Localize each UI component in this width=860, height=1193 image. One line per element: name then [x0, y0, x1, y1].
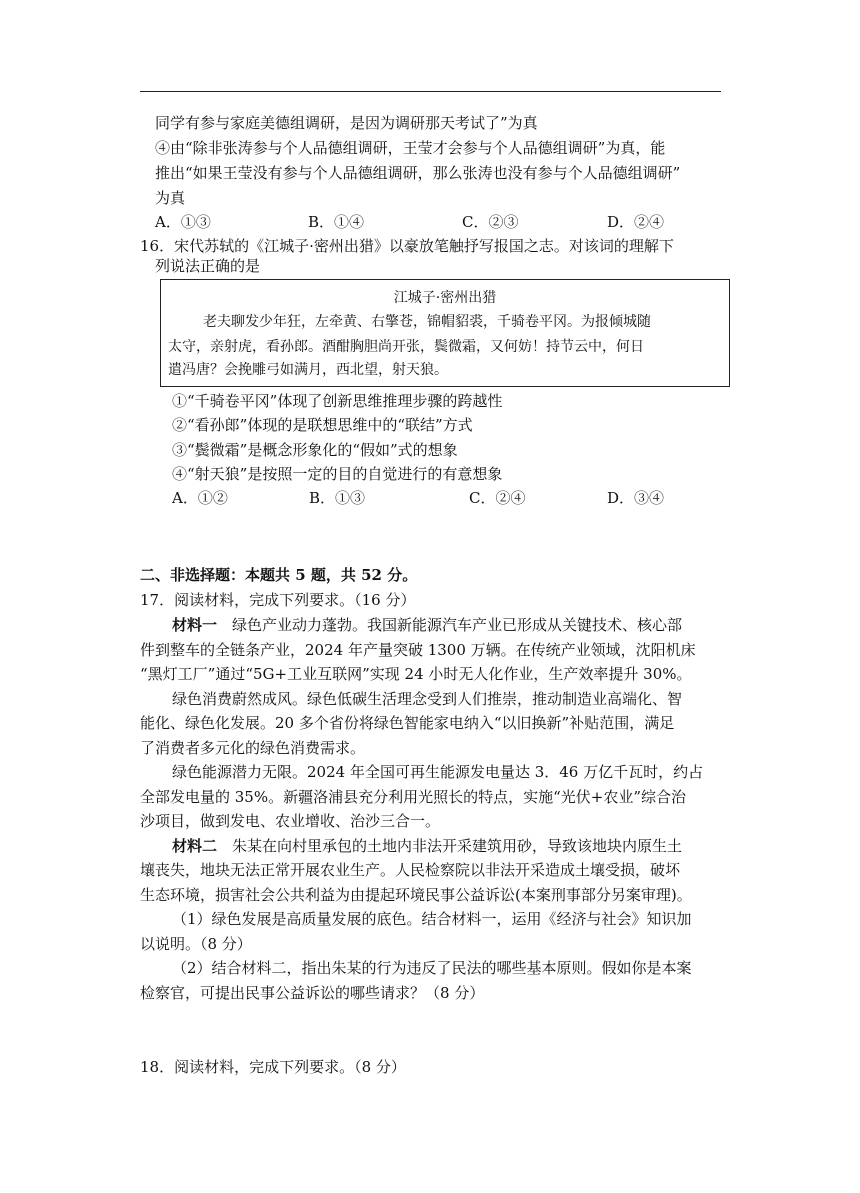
- q17-material-2-line-3: 生态环境，损害社会公共利益为由提起环境民事公益诉讼(本案刑事部分另案审理)。: [140, 886, 692, 904]
- q15-text-line-4: 为真: [155, 189, 186, 207]
- section-2-heading: 二、非选择题：本题共 5 题，共 52 分。: [140, 566, 418, 584]
- q18-stem: 18．阅读材料，完成下列要求。（8 分）: [140, 1058, 406, 1076]
- q17-material-1-line-3: “黑灯工厂”通过“5G+工业互联网”实现 24 小时无人化作业，生产效率提升 30%。: [140, 665, 692, 683]
- material-2-label: 材料二: [172, 837, 218, 855]
- q17-sub1-line-2: 以说明。（8 分）: [140, 935, 252, 953]
- q15-option-c: C．②③: [462, 213, 519, 231]
- q17-material-1-line-1: [172, 615, 682, 635]
- q16-statement-1: ①“千骑卷平冈”体现了创新思维推理步骤的跨越性: [172, 392, 503, 410]
- header-rule: [140, 91, 721, 92]
- q17-p2-line-2: 能化、绿色化发展。20 多个省份将绿色智能家电纳入“以旧换新”补贴范围，满足: [140, 714, 675, 732]
- material-2-text: 朱某在向村里承包的土地内非法开采建筑用砂，导致该地块内原生土: [232, 837, 683, 855]
- q17-sub1-line-1: （1）绿色发展是高质量发展的底色。结合材料一，运用《经济与社会》知识加: [172, 910, 692, 928]
- q15-option-b: B．①④: [308, 213, 365, 231]
- q16-stem-line-1: 16．宋代苏轼的《江城子·密州出猎》以豪放笔触抒写报国之志。对该词的理解下: [140, 237, 674, 255]
- q15-text-line-3: 推出“如果王莹没有参与个人品德组调研，那么张涛也没有参与个人品德组调研”: [155, 164, 681, 182]
- q15-options: [155, 212, 715, 232]
- q16-option-d: D．③④: [607, 489, 665, 507]
- q16-option-a: A．①②: [172, 489, 228, 507]
- q15-text-line-2: ④由“除非张涛参与个人品德组调研，王莹才会参与个人品德组调研”为真，能: [155, 139, 666, 157]
- q15-option-a: A．①③: [155, 213, 211, 231]
- q17-material-2-line-1: [172, 836, 682, 856]
- poem-line-2: 太守，亲射虎，看孙郎。酒酣胸胆尚开张，鬓微霜，又何妨！持节云中，何日: [168, 339, 644, 355]
- q17-stem: 17．阅读材料，完成下列要求。（16 分）: [140, 591, 416, 609]
- q17-material-2-line-2: 壤丧失，地块无法正常开展农业生产。人民检察院以非法开采造成土壤受损，破坏: [140, 861, 681, 879]
- q17-p3-line-1: 绿色能源潜力无限。2024 年全国可再生能源发电量达 3．46 万亿千瓦时，约占: [172, 763, 704, 781]
- poem-line-1: 老夫聊发少年狂，左牵黄、右擎苍，锦帽貂裘，千骑卷平冈。为报倾城随: [203, 314, 651, 330]
- q17-p3-line-3: 沙项目，做到发电、农业增收、治沙三合一。: [140, 812, 441, 830]
- poem-title: 江城子·密州出猎: [393, 290, 497, 306]
- q17-p3-line-2: 全部发电量的 35%。新疆洛浦县充分利用光照长的特点，实施“光伏+农业”综合治: [140, 788, 687, 806]
- q16-stem-line-2: 列说法正确的是: [155, 257, 261, 275]
- q17-material-1-line-2: 件到整车的全链条产业，2024 年产量突破 1300 万辆。在传统产业领域，沈阳机床: [140, 641, 696, 659]
- q16-options: [172, 488, 712, 508]
- q16-option-b: B．①③: [309, 489, 366, 507]
- q17-sub2-line-1: （2）结合材料二，指出朱某的行为违反了民法的哪些基本原则。假如你是本案: [172, 959, 692, 977]
- q17-p2-line-1: 绿色消费蔚然成风。绿色低碳生活理念受到人们推崇，推动制造业高端化、智: [172, 690, 683, 708]
- q16-option-c: C．②④: [469, 489, 526, 507]
- material-1-label: 材料一: [172, 616, 218, 634]
- poem-box: [160, 279, 730, 387]
- q16-statement-2: ②“看孙郎”体现的是联想思维中的“联结”方式: [172, 416, 473, 434]
- poem-line-3: 遣冯唐？会挽雕弓如满月，西北望，射天狼。: [168, 362, 448, 378]
- q15-text-line-1: 同学有参与家庭美德组调研，是因为调研那天考试了”为真: [155, 114, 538, 132]
- q16-statement-4: ④“射天狼”是按照一定的目的自觉进行的有意想象: [172, 465, 503, 483]
- q17-sub2-line-2: 检察官，可提出民事公益诉讼的哪些请求？（8 分）: [140, 984, 485, 1002]
- material-1-text: 绿色产业动力蓬勃。我国新能源汽车产业已形成从关键技术、核心部: [232, 616, 683, 634]
- q17-p2-line-3: 了消费者多元化的绿色消费需求。: [140, 739, 366, 757]
- q16-statement-3: ③“鬓微霜”是概念形象化的“假如”式的想象: [172, 441, 458, 459]
- q15-option-d: D．②④: [607, 213, 665, 231]
